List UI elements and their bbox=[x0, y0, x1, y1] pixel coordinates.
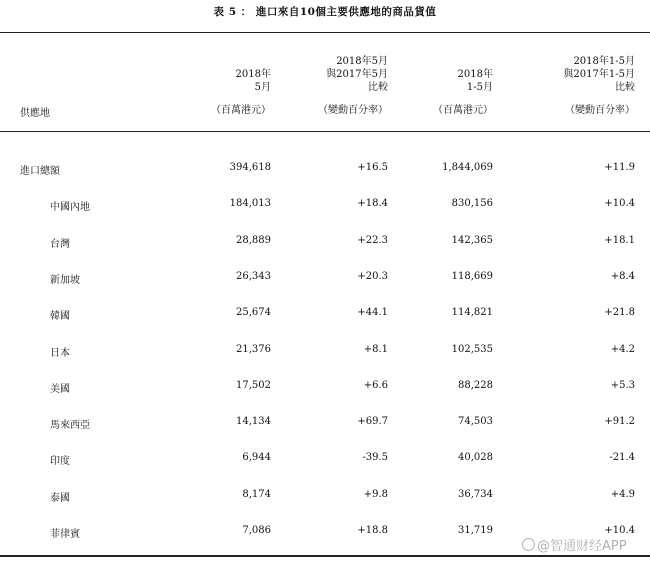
cell-ytd: 74,503 bbox=[458, 416, 493, 427]
header-col-month-change-line: 比較 bbox=[368, 82, 388, 93]
cell-m5-change: +69.7 bbox=[357, 416, 388, 427]
cell-m5: 28,889 bbox=[236, 235, 271, 246]
cell-ytd: 102,535 bbox=[451, 344, 493, 355]
cell-m5-change: +6.6 bbox=[363, 380, 388, 391]
cell-ytd-change: -21.4 bbox=[609, 452, 635, 463]
cell-name: 泰國 bbox=[50, 493, 70, 504]
header-col-ytd-unit: （百萬港元） bbox=[433, 105, 493, 116]
cell-m5-change: +9.8 bbox=[363, 489, 388, 500]
cell-name: 菲律賓 bbox=[50, 529, 80, 540]
header-col-month-change bbox=[278, 55, 388, 116]
cell-name: 美國 bbox=[50, 384, 70, 395]
header-col-ytd bbox=[393, 68, 493, 116]
table-row bbox=[0, 344, 650, 358]
cell-name: 新加坡 bbox=[50, 275, 80, 286]
cell-name: 台灣 bbox=[50, 239, 70, 250]
header-col-ytd-line: 1-5月 bbox=[466, 82, 493, 93]
cell-m5-change: +18.8 bbox=[357, 525, 388, 536]
cell-ytd-change: +5.3 bbox=[610, 380, 635, 391]
cell-name: 日本 bbox=[50, 348, 70, 359]
header-supplier: 供應地 bbox=[20, 108, 50, 119]
header-col-ytd-change bbox=[505, 55, 635, 116]
cell-ytd: 1,844,069 bbox=[442, 162, 493, 173]
cell-ytd: 830,156 bbox=[451, 198, 493, 209]
table-row bbox=[0, 198, 650, 212]
cell-ytd: 31,719 bbox=[458, 525, 493, 536]
cell-name: 馬來西亞 bbox=[50, 420, 90, 431]
cell-m5-change: +22.3 bbox=[357, 235, 388, 246]
table-row bbox=[0, 307, 650, 321]
header-col-month-unit: （百萬港元） bbox=[211, 105, 271, 116]
header-col-ytd-line: 2018年 bbox=[457, 69, 493, 80]
cell-m5: 8,174 bbox=[242, 489, 271, 500]
table-title: 表 5 ： 進口來自10個主要供應地的商品貨值 bbox=[213, 6, 437, 18]
cell-ytd: 118,669 bbox=[451, 271, 493, 282]
watermark bbox=[522, 535, 627, 554]
header-col-month-change-line: 2018年5月 bbox=[336, 56, 388, 67]
cell-m5: 26,343 bbox=[236, 271, 271, 282]
cell-m5: 21,376 bbox=[236, 344, 271, 355]
cell-m5-change: +20.3 bbox=[357, 271, 388, 282]
cell-m5-change: +16.5 bbox=[357, 162, 388, 173]
cell-ytd: 114,821 bbox=[451, 307, 493, 318]
cell-ytd-change: +10.4 bbox=[604, 198, 635, 209]
header-col-month bbox=[171, 68, 271, 116]
cell-ytd-change: +91.2 bbox=[604, 416, 635, 427]
header-col-month-line: 2018年 bbox=[235, 69, 271, 80]
cell-ytd-change: +8.4 bbox=[610, 271, 635, 282]
header-rule bbox=[0, 131, 650, 132]
watermark-text: @智通财经APP bbox=[537, 539, 627, 554]
cell-m5: 394,618 bbox=[229, 162, 271, 173]
cell-m5: 17,502 bbox=[236, 380, 271, 391]
cell-m5-change: +8.1 bbox=[363, 344, 388, 355]
header-col-ytd-change-line: 與2017年1-5月 bbox=[563, 69, 635, 80]
cell-m5-change: +18.4 bbox=[357, 198, 388, 209]
table-row bbox=[0, 235, 650, 249]
table-row bbox=[0, 271, 650, 285]
header-col-ytd-change-unit: （變動百分率） bbox=[565, 105, 635, 116]
cell-m5-change: -39.5 bbox=[362, 452, 388, 463]
cell-m5-change: +44.1 bbox=[357, 307, 388, 318]
cell-ytd-change: +11.9 bbox=[604, 162, 635, 173]
watermark-logo-icon bbox=[522, 538, 535, 551]
cell-name: 進口總額 bbox=[20, 166, 60, 177]
cell-m5: 184,013 bbox=[229, 198, 271, 209]
table-row bbox=[0, 452, 650, 466]
cell-ytd-change: +18.1 bbox=[604, 235, 635, 246]
cell-ytd: 142,365 bbox=[451, 235, 493, 246]
header-col-month-change-unit: （變動百分率） bbox=[318, 105, 388, 116]
cell-name: 印度 bbox=[50, 456, 70, 467]
top-rule bbox=[0, 32, 650, 33]
cell-m5: 25,674 bbox=[236, 307, 271, 318]
cell-m5: 14,134 bbox=[236, 416, 271, 427]
cell-m5: 7,086 bbox=[242, 525, 271, 536]
cell-ytd-change: +10.4 bbox=[604, 525, 635, 536]
cell-name: 中國內地 bbox=[50, 202, 90, 213]
cell-ytd-change: +4.2 bbox=[610, 344, 635, 355]
table-row bbox=[0, 380, 650, 394]
cell-ytd: 88,228 bbox=[458, 380, 493, 391]
cell-ytd-change: +4.9 bbox=[610, 489, 635, 500]
header-col-month-change-line: 與2017年5月 bbox=[326, 69, 388, 80]
cell-ytd-change: +21.8 bbox=[604, 307, 635, 318]
table-row-total bbox=[0, 162, 650, 176]
table-row bbox=[0, 489, 650, 503]
table-row bbox=[0, 416, 650, 430]
header-col-ytd-change-line: 2018年1-5月 bbox=[573, 56, 635, 67]
cell-ytd: 36,734 bbox=[458, 489, 493, 500]
cell-m5: 6,944 bbox=[242, 452, 271, 463]
header-col-ytd-change-line: 比較 bbox=[615, 82, 635, 93]
header-col-month-line: 5月 bbox=[254, 82, 271, 93]
cell-name: 韓國 bbox=[50, 311, 70, 322]
cell-ytd: 40,028 bbox=[458, 452, 493, 463]
bottom-rule bbox=[0, 555, 650, 557]
